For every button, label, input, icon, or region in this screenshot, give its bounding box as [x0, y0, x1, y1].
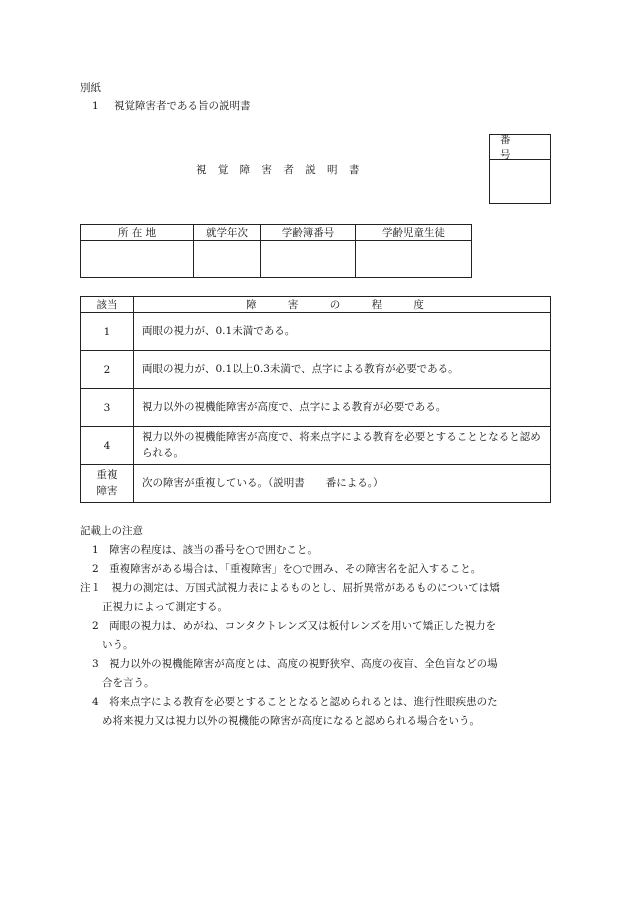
- degree-row-description: 両眼の視力が、0.1未満である。: [134, 313, 551, 351]
- degree-row-number[interactable]: 3: [81, 389, 134, 427]
- note-line: め将来視力又は視力以外の視機能の障害が高度になると認められる場合をいう。: [102, 715, 480, 727]
- annex-label: 別紙: [80, 82, 101, 94]
- degree-table: [80, 296, 551, 503]
- number-box-value[interactable]: [490, 160, 550, 205]
- degree-row-multiple-label: 重複障害: [96, 468, 118, 497]
- note-line: いう。: [102, 639, 134, 651]
- note-line: 正視力によって測定する。: [102, 601, 228, 613]
- degree-row-description: 視力以外の視機能障害が高度で、将来点字による教育を必要とすることとなると認められる。: [134, 427, 551, 465]
- degree-row-number[interactable]: 2: [81, 351, 134, 389]
- column-student: 学齢児童生徒: [356, 225, 472, 241]
- degree-row-multiple[interactable]: [81, 465, 134, 503]
- note-line: 2 重複障害がある場合は、「重複障害」を○で囲み、その障害名を記入すること。: [92, 563, 482, 575]
- section-number: 1: [92, 100, 99, 112]
- degree-row-description: 視力以外の視機能障害が高度で、点字による教育が必要である。: [134, 389, 551, 427]
- register-number-cell[interactable]: [261, 241, 356, 278]
- number-box: [489, 134, 551, 204]
- note-line: 注１ 視力の測定は、万国式試視力表によるものとし、屈折異常があるものについては矯: [80, 582, 500, 594]
- note-line: 合を言う。: [102, 677, 155, 689]
- degree-row-number[interactable]: 1: [81, 313, 134, 351]
- section-title: 視覚障害者である旨の説明書: [114, 100, 251, 112]
- column-register-number: 学齢簿番号: [261, 225, 356, 241]
- degree-row-number[interactable]: 4: [81, 427, 134, 465]
- info-table: [80, 224, 472, 278]
- degree-row-description: 両眼の視力が、0.1以上0.3未満で、点字による教育が必要である。: [134, 351, 551, 389]
- notes-title: 記載上の注意: [80, 525, 143, 537]
- school-year-cell[interactable]: [194, 241, 261, 278]
- column-location: 所 在 地: [81, 225, 194, 241]
- header-degree: 障 害 の 程 度: [134, 297, 551, 313]
- column-school-year: 就学年次: [194, 225, 261, 241]
- degree-row-description: 次の障害が重複している。（説明書 番による。）: [134, 465, 551, 503]
- note-line: 2 両眼の視力は、めがね、コンタクトレンズ又は板付レンズを用いて矯正した視力を: [92, 620, 497, 632]
- note-line: 3 視力以外の視機能障害が高度とは、高度の視野狭窄、高度の夜盲、全色盲などの場: [92, 658, 498, 670]
- header-applicable: 該当: [81, 297, 134, 313]
- document-title: 視 覚 障 害 者 説 明 書: [196, 164, 364, 176]
- student-cell[interactable]: [356, 241, 472, 278]
- location-cell[interactable]: [81, 241, 194, 278]
- note-line: 1 障害の程度は、該当の番号を○で囲むこと。: [92, 544, 318, 556]
- note-line: 4 将来点字による教育を必要とすることとなると認められるとは、進行性眼疾患のた: [92, 696, 498, 708]
- number-box-label: 番 号: [490, 135, 550, 160]
